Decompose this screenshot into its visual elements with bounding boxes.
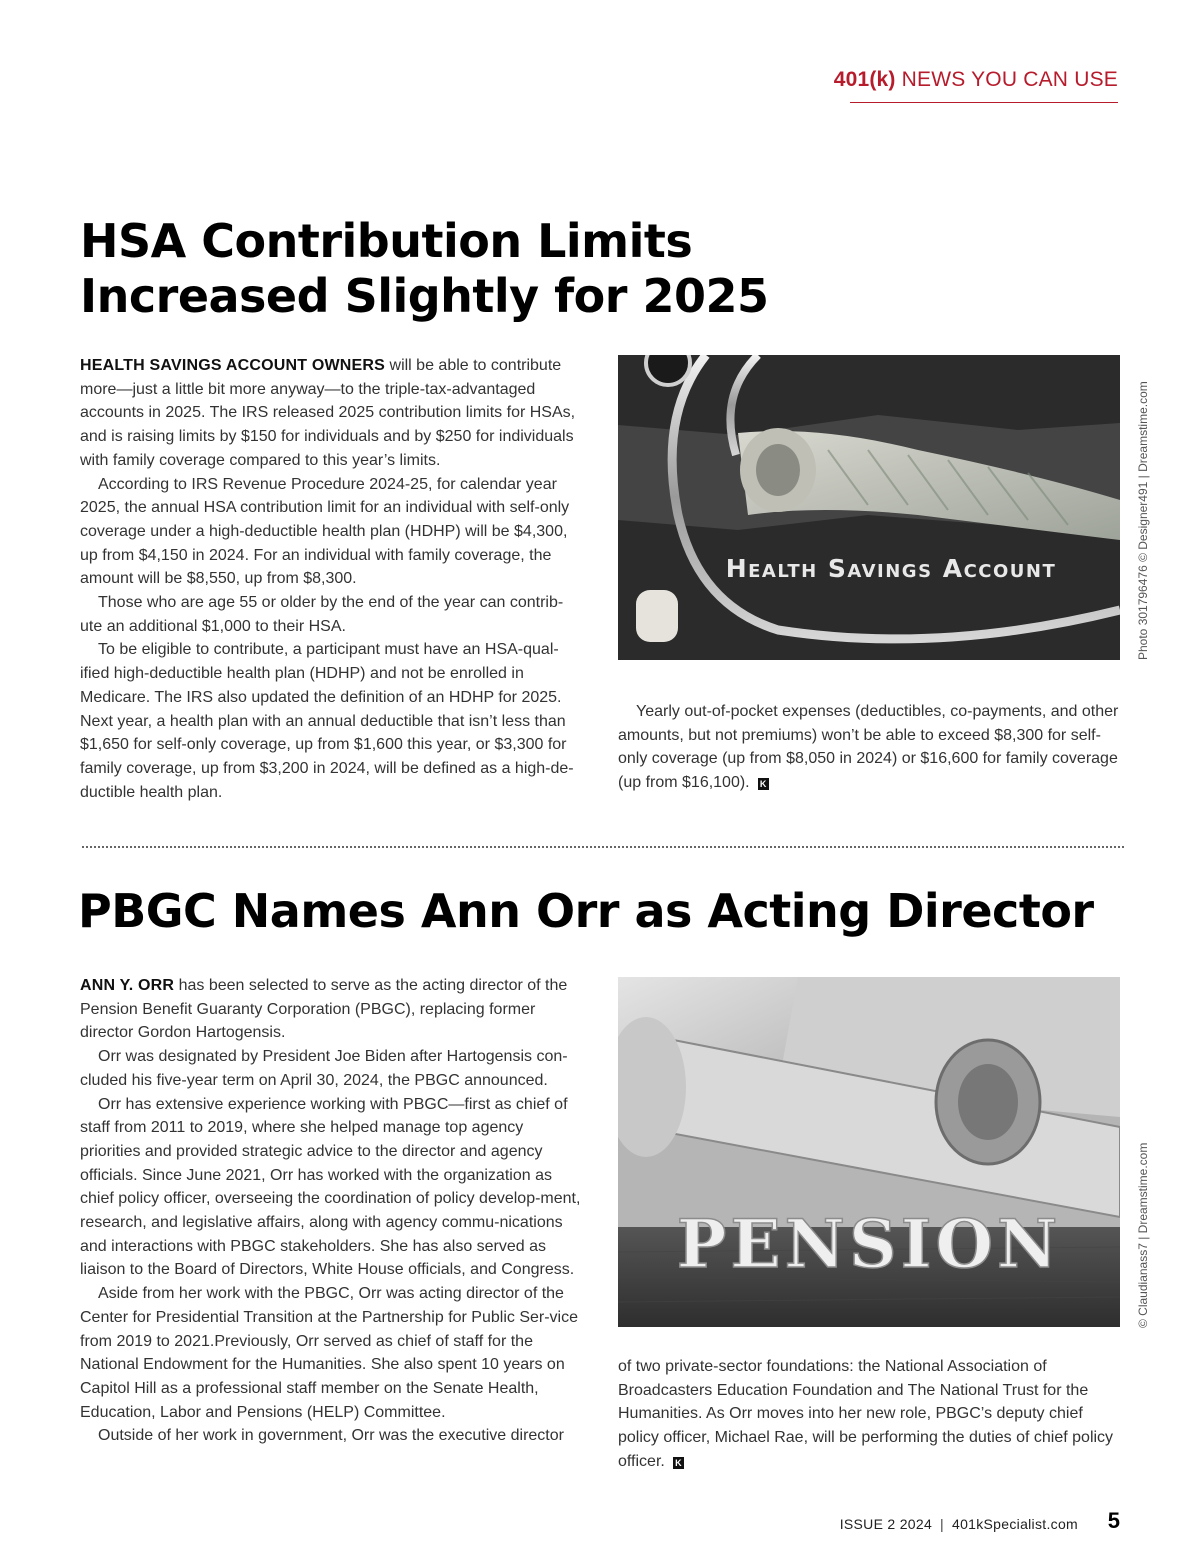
article2-paragraph-4: Aside from her work with the PBGC, Orr was acting director of the Center for Presidential Transition at the Partnership for Public Ser-vice from 2019 to 2021.Previously, Orr served as chief of staff for the National Endowment for the Humanities. She also spent 10 years on Capitol Hill as a professional staff member on the Senate Health, Education, Labor and Pensions (HELP) Committee. xyxy=(80,1285,579,1421)
hsa-photo xyxy=(618,355,1120,660)
article2-paragraph-3: Orr has extensive experience working with PBGC—first as chief of staff from 2011 to 2019, where she helped manage top agency priorities and provided strategic advice to the director and agency officials. Since June 2021, Orr has worked with the organization as chief policy officer, overseeing the coordination of policy develop-ment, research, and legislative affairs, along with agency commu-nications and interactions with PBGC stakeholders. She has also served as liaison to the Board of Directors, White House officials, and Congress. xyxy=(80,1095,581,1279)
hsa-photo-caption: Health Savings Account xyxy=(725,554,1057,583)
end-of-article-icon: K xyxy=(673,1457,684,1469)
article2-paragraph-2: Orr was designated by President Joe Biden after Hartogensis con-cluded his five-year term on April 30, 2024, the PBGC announced. xyxy=(80,1048,568,1089)
article1-column-right xyxy=(618,700,1123,795)
article1-p1-text: will be able to contribute more—just a little bit more anyway—to the triple-tax-advantaged accounts in 2025. The IRS released 2025 contribution limits for HSAs, and is raising limits by $150 for individuals and by $250 for individuals with family coverage compared to this year’s limits. xyxy=(80,357,576,469)
article2-paragraph-6 xyxy=(618,1355,1123,1474)
article2-p1-text: has been selected to serve as the acting director of the Pension Benefit Guaranty Corporation (PBGC), replacing former director Gordon Hartogensis. xyxy=(80,977,568,1042)
page-footer xyxy=(840,1516,1078,1532)
article1-paragraph-4: To be eligible to contribute, a participant must have an HSA-qual-ified high-deductible health plan (HDHP) and not be enrolled in Medicare. The IRS also updated the definition of an HDHP for 2025. Next year, a health plan with an annual deductible that isn’t less than $1,650 for self-only coverage, up from $1,600 this year, or $3,300 for family coverage, up from $3,200 in 2024, will be defined as a high-de-ductible health plan. xyxy=(80,641,574,801)
article-divider xyxy=(82,846,1124,848)
issue-label: ISSUE 2 2024 xyxy=(839,1516,933,1532)
header-rule xyxy=(850,102,1118,103)
article2-column-right xyxy=(618,1355,1123,1474)
pension-dollar-illustration xyxy=(618,977,1120,1327)
article1-paragraph-5 xyxy=(618,700,1123,795)
pension-photo-caption: PENSION xyxy=(676,1205,1062,1283)
pension-photo xyxy=(618,977,1120,1327)
article2-title: PBGC Names Ann Orr as Acting Director xyxy=(78,884,1094,938)
article1-title: HSA Contribution Limits Increased Slightly for 2025 xyxy=(80,214,769,324)
article2-p6-text: of two private-sector foundations: the National Association of Broadcasters Education Foundation and The National Trust for the Humanities. As Orr moves into her new role, PBGC’s deputy chief policy officer, Michael Rae, will be performing the duties of chief policy officer. xyxy=(618,1358,1114,1470)
section-header xyxy=(834,68,1118,92)
page-number: 5 xyxy=(1107,1508,1120,1533)
article2-paragraph-1 xyxy=(80,974,588,1045)
article1-paragraph-2: According to IRS Revenue Procedure 2024-25, for calendar year 2025, the annual HSA contribution limit for an individual with self-only coverage under a high-deductible health plan (HDHP) will be $4,300, up from $4,150 in 2024. For an individual with family coverage, the amount will be $8,550, up from $8,300. xyxy=(80,475,570,588)
article1-p5-text: Yearly out-of-pocket expenses (deductibles, co-payments, and other amounts, but not premiums) won’t be able to exceed $8,300 for self-only coverage (up from $8,050 in 2024) or $16,600 for family coverage (up from $16,100). xyxy=(618,703,1119,792)
article2-paragraph-5: Outside of her work in government, Orr was the executive director xyxy=(98,1427,564,1445)
photo-credit-1: Photo 301796476 © Designer491 | Dreamstime.com xyxy=(1136,381,1150,660)
footer-separator: | xyxy=(940,1516,944,1532)
article1-paragraph-3: Those who are age 55 or older by the end of the year can contrib-ute an additional $1,000 to their HSA. xyxy=(80,594,564,635)
article1-lead: HEALTH SAVINGS ACCOUNT OWNERS xyxy=(80,357,386,374)
website-label: 401kSpecialist.com xyxy=(951,1516,1078,1532)
article2-lead: ANN Y. ORR xyxy=(80,977,175,994)
article1-column-left xyxy=(80,354,585,804)
article1-paragraph-1 xyxy=(80,354,585,473)
article2-column-left xyxy=(80,974,588,1448)
stethoscope-money-illustration xyxy=(618,355,1120,660)
end-of-article-icon: K xyxy=(758,778,769,790)
photo-credit-2: © Claudianass7 | Dreamstime.com xyxy=(1136,1142,1150,1328)
header-section: NEWS YOU CAN USE xyxy=(901,68,1118,91)
header-brand: 401(k) xyxy=(833,68,896,91)
